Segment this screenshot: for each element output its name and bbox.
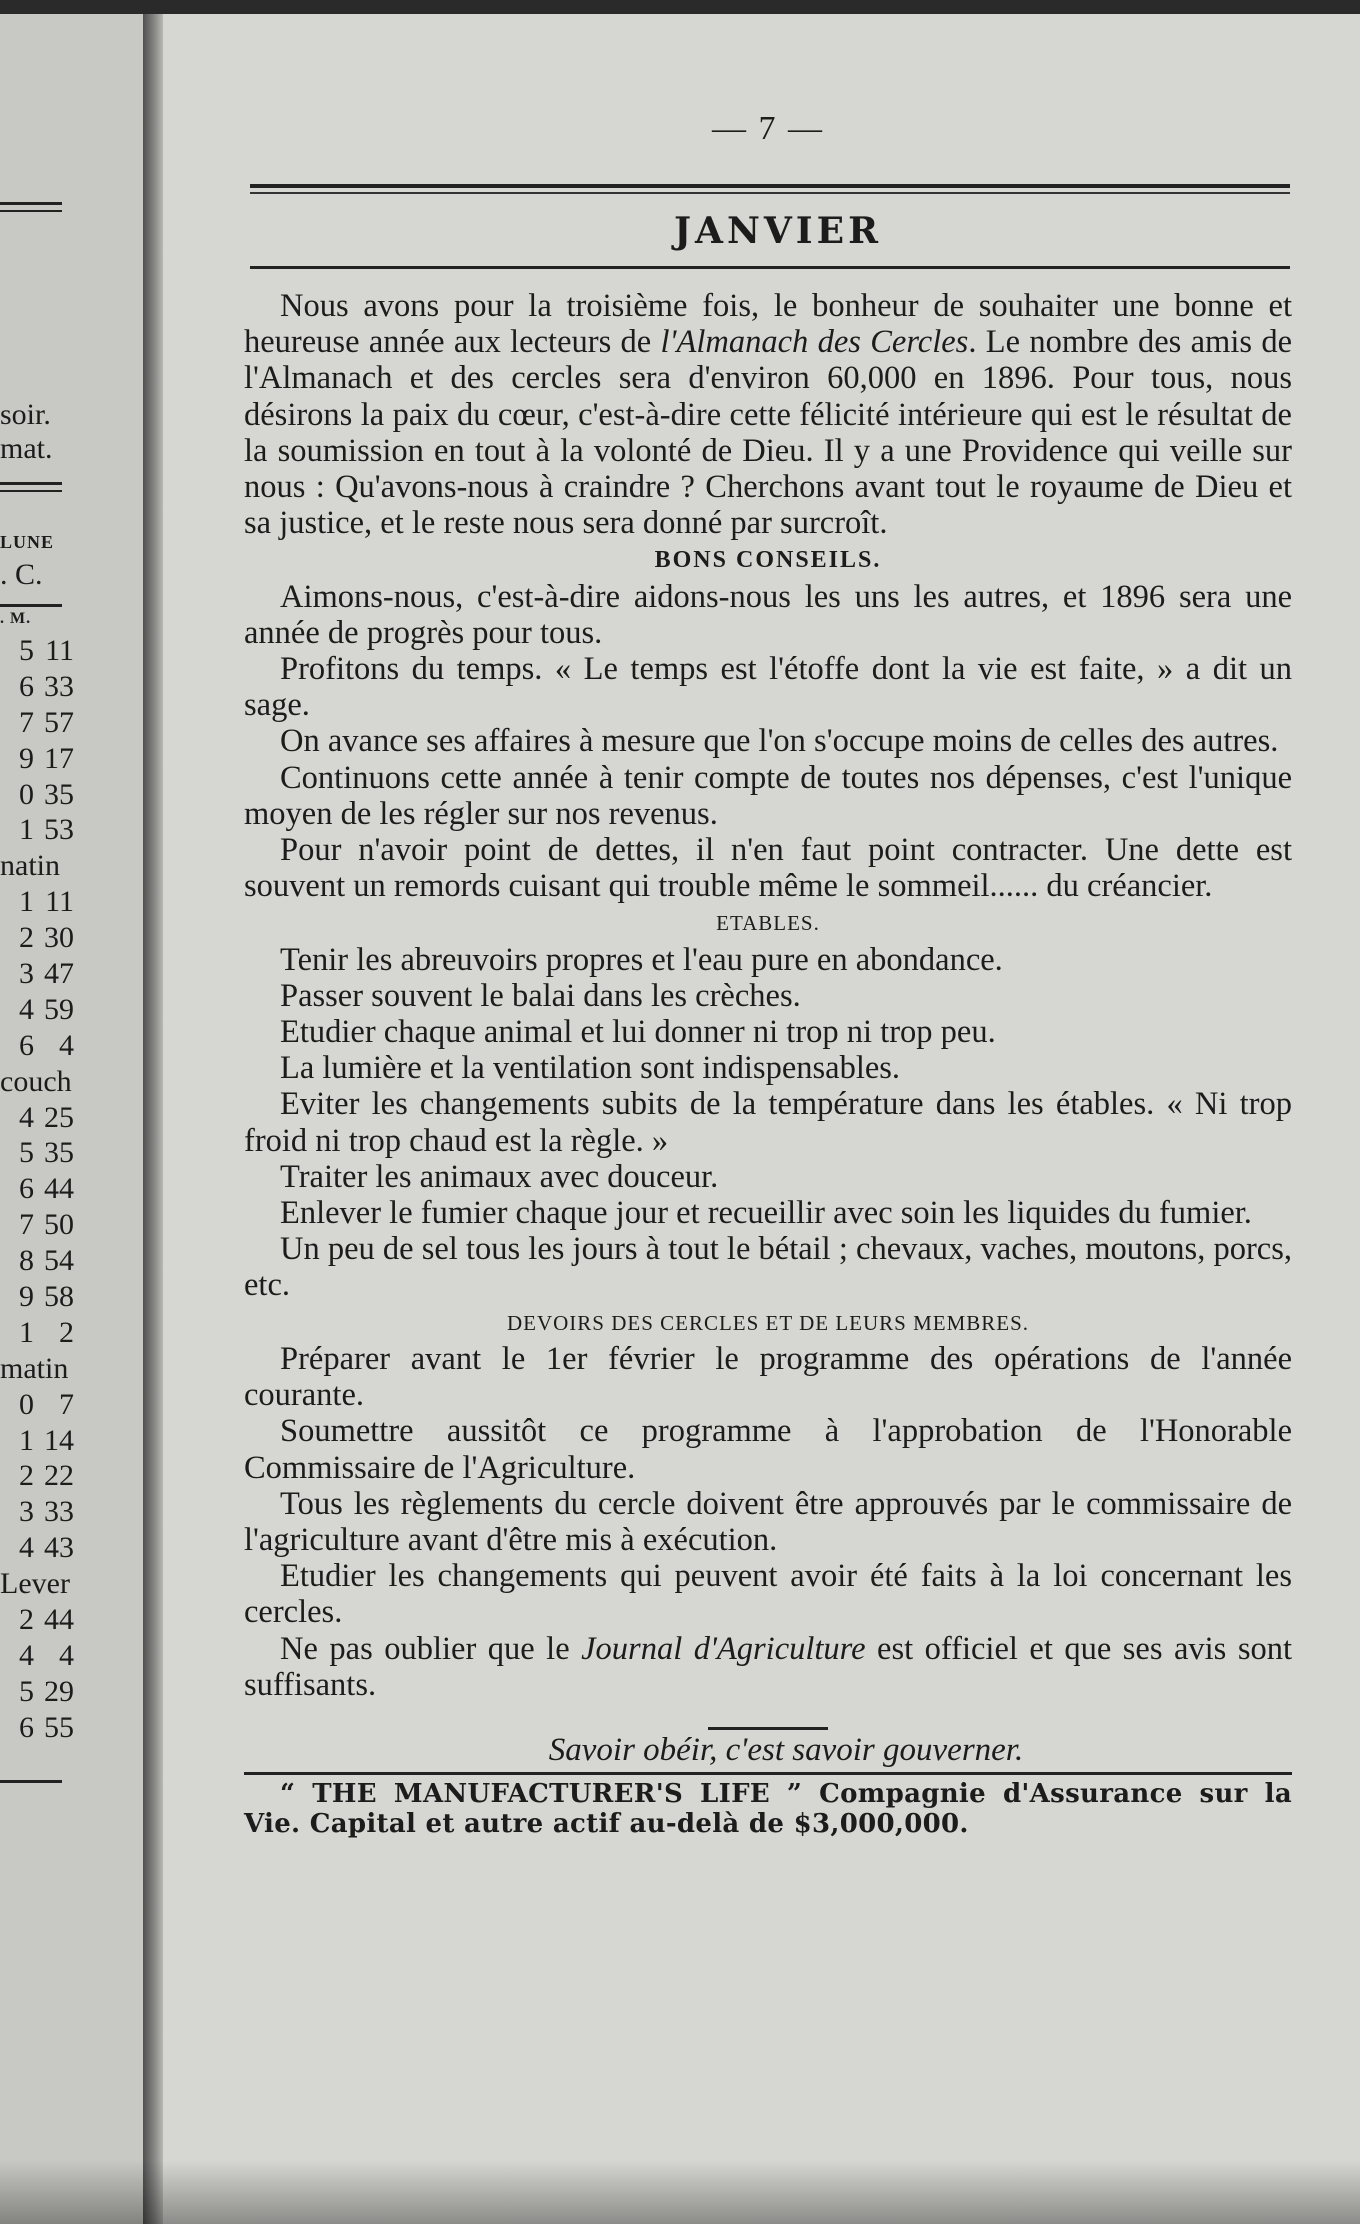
left-page-row xyxy=(0,1423,74,1459)
stable-paragraph: Traiter les animaux avec douceur. xyxy=(280,1158,719,1195)
left-page-minute: 58 xyxy=(44,1280,74,1314)
duty-paragraph: Etudier les changements qui peuvent avoir été faits à la loi concernant les cercles. xyxy=(244,1558,1292,1631)
left-page-row xyxy=(0,1602,74,1638)
left-page-hour: 1 xyxy=(19,885,34,919)
left-page-minute: 44 xyxy=(44,1172,74,1206)
intro-paragraph xyxy=(244,288,1292,541)
left-page-minute: 53 xyxy=(44,813,74,847)
left-page-row xyxy=(0,992,74,1028)
left-page-row xyxy=(0,1171,74,1207)
left-page-hour: 8 xyxy=(19,1244,34,1278)
left-page-hour: 6 xyxy=(19,669,34,703)
left-page-hour: 7 xyxy=(19,1208,34,1242)
left-page-row xyxy=(0,1315,74,1351)
intro-text: Nous avons pour la troisième fois, le bonheur de souhaiter une bonne et heureuse année aux lecteurs de xyxy=(244,288,1292,361)
left-page-row-label: matin xyxy=(0,1351,69,1385)
page-number: — 7 — xyxy=(712,110,824,147)
left-page-minute: 29 xyxy=(44,1674,74,1708)
left-page-rule xyxy=(0,1780,62,1783)
left-page-row xyxy=(0,1458,74,1494)
left-page-row xyxy=(0,1135,74,1171)
stable-paragraph: Eviter les changements subits de la température dans les étables. « Ni trop froid ni trop chaud est la règle. » xyxy=(244,1086,1292,1159)
left-page-rule xyxy=(0,202,62,205)
left-page-hour: 6 xyxy=(19,1028,34,1062)
left-page-minute: 14 xyxy=(44,1423,74,1457)
left-page-minute: 35 xyxy=(44,777,74,811)
advice-paragraph: Continuons cette année à tenir compte de toutes nos dépenses, c'est l'unique moyen de les régler sur nos revenus. xyxy=(244,759,1292,832)
month-title: JANVIER xyxy=(674,210,882,252)
left-page-row xyxy=(0,1387,74,1423)
left-page-row xyxy=(0,1566,74,1602)
motto: Savoir obéir, c'est savoir gouverner. xyxy=(548,1731,1024,1768)
left-page-row-label: couch xyxy=(0,1064,72,1098)
left-page-minute: 47 xyxy=(44,957,74,991)
left-page-hour: 0 xyxy=(19,1387,34,1421)
left-page-minute: 54 xyxy=(44,1244,74,1278)
left-page-minute: 30 xyxy=(44,921,74,955)
stable-paragraph: Tenir les abreuvoirs propres et l'eau pure en abondance. xyxy=(280,941,1003,978)
left-page-row xyxy=(0,705,74,741)
left-page-hour: 3 xyxy=(19,957,34,991)
header-rule xyxy=(250,184,1290,188)
left-page-row xyxy=(0,812,74,848)
left-page-minute: 4 xyxy=(59,1638,74,1672)
left-page-hour: 3 xyxy=(19,1495,34,1529)
left-page-row xyxy=(0,1100,74,1136)
stable-paragraph: Passer souvent le balai dans les crèches. xyxy=(280,977,801,1014)
left-page-hour: 9 xyxy=(19,1280,34,1314)
left-page-header: . C. xyxy=(0,558,43,591)
left-page-header: . M. xyxy=(0,610,32,627)
left-page-minute: 25 xyxy=(44,1100,74,1134)
stable-paragraph: Un peu de sel tous les jours à tout le bétail ; chevaux, vaches, moutons, porcs, etc. xyxy=(244,1231,1292,1304)
closing-rule xyxy=(708,1727,828,1730)
left-page-hour: 4 xyxy=(19,1638,34,1672)
left-page-minute: 11 xyxy=(45,634,74,667)
left-page-minute: 43 xyxy=(44,1531,74,1565)
title-rule xyxy=(250,266,1290,269)
left-page-row xyxy=(0,1494,74,1530)
left-page-rule xyxy=(0,210,62,212)
intro-text: . Le nombre des amis de l'Almanach et des cercles sera d'environ 60,000 en 1896. Pour tous, nous désirons la paix du cœur, c'est-à-dire cette félicité intérieure qui est le résultat de la soumission en tout à la volonté de Dieu. Il y a une Providence qui veille sur nous : Qu'avons-nous à craindre ? Cherchons avant tout le royaume de Dieu et sa justice, et le reste nous sera donné par surcroît. xyxy=(244,324,1292,542)
left-page-hour: 4 xyxy=(19,1531,34,1565)
left-page-row xyxy=(0,1638,74,1674)
duty-text: est officiel et que ses avis sont suffisants. xyxy=(244,1630,1292,1703)
left-page-row xyxy=(0,1351,74,1387)
left-page-hour: 6 xyxy=(19,1172,34,1206)
stable-paragraph: La lumière et la ventilation sont indispensables. xyxy=(280,1050,901,1087)
intro-italic-title: l'Almanach des Cercles xyxy=(660,324,969,361)
left-page-hour: 1 xyxy=(19,813,34,847)
left-page-rule xyxy=(0,490,62,492)
left-page-header: LUNE xyxy=(0,532,55,552)
article-body xyxy=(244,288,1292,1839)
left-page-row xyxy=(0,777,74,813)
left-page-hour: 2 xyxy=(19,1603,34,1637)
duty-paragraph: Soumettre aussitôt ce programme à l'approbation de l'Honorable Commissaire de l'Agriculture. xyxy=(244,1413,1292,1486)
duty-paragraph: Tous les règlements du cercle doivent être approuvés par le commissaire de l'agriculture avant d'être mis à exécution. xyxy=(244,1485,1292,1558)
left-page-fragment xyxy=(0,14,143,2224)
left-page-label: mat. xyxy=(0,432,53,465)
header-rule xyxy=(250,192,1290,194)
left-page-row-label: Lever xyxy=(0,1567,70,1601)
left-page-label: soir. xyxy=(0,398,51,431)
left-page-hour: 6 xyxy=(19,1710,34,1744)
left-page-minute: 57 xyxy=(44,705,74,739)
left-page-times-list xyxy=(0,633,74,1746)
book-gutter xyxy=(143,14,163,2224)
left-page-minute: 22 xyxy=(44,1459,74,1493)
left-page-row xyxy=(0,633,74,669)
left-page-minute: 33 xyxy=(44,1495,74,1529)
left-page-hour: 1 xyxy=(19,1423,34,1457)
left-page-hour: 2 xyxy=(19,921,34,955)
left-page-row-label: natin xyxy=(0,849,60,883)
left-page-minute: 17 xyxy=(44,741,74,775)
journal-title: Journal d'Agriculture xyxy=(581,1630,866,1667)
left-page-hour: 2 xyxy=(19,1459,34,1493)
left-page-row xyxy=(0,956,74,992)
main-page xyxy=(163,14,1360,2224)
left-page-minute: 11 xyxy=(45,885,74,919)
left-page-row xyxy=(0,848,74,884)
left-page-minute: 35 xyxy=(44,1136,74,1170)
left-page-rule xyxy=(0,482,62,485)
stable-paragraph: Etudier chaque animal et lui donner ni trop ni trop peu. xyxy=(280,1014,996,1051)
advice-paragraph: Profitons du temps. « Le temps est l'étoffe dont la vie est faite, » a dit un sage. xyxy=(244,651,1292,724)
section-heading-bons-conseils: BONS CONSEILS. xyxy=(654,547,882,574)
advice-paragraph: Aimons-nous, c'est-à-dire aidons-nous les uns les autres, et 1896 sera une année de progrès pour tous. xyxy=(244,578,1292,651)
section-heading-devoirs: DEVOIRS DES CERCLES ET DE LEURS MEMBRES. xyxy=(506,1310,1030,1335)
ad-rule xyxy=(244,1772,1292,1775)
left-page-hour: 4 xyxy=(19,992,34,1026)
left-page-row xyxy=(0,1243,74,1279)
left-page-hour: 4 xyxy=(19,1100,34,1134)
left-page-minute: 55 xyxy=(44,1710,74,1744)
left-page-minute: 44 xyxy=(44,1603,74,1637)
duty-paragraph: Préparer avant le 1er février le programme des opérations de l'année courante. xyxy=(244,1340,1292,1414)
duty-paragraph-last xyxy=(244,1631,1292,1703)
left-page-hour: 5 xyxy=(19,634,34,667)
stable-paragraph: Enlever le fumier chaque jour et recueillir avec soin les liquides du fumier. xyxy=(280,1195,1252,1232)
left-page-row xyxy=(0,1674,74,1710)
left-page-row xyxy=(0,741,74,777)
section-heading-etables: ETABLES. xyxy=(716,911,820,936)
left-page-minute: 50 xyxy=(44,1208,74,1242)
left-page-minute: 4 xyxy=(59,1028,74,1062)
left-page-row xyxy=(0,1064,74,1100)
left-page-row xyxy=(0,1530,74,1566)
left-page-row xyxy=(0,884,74,920)
left-page-minute: 33 xyxy=(44,669,74,703)
left-page-rule xyxy=(0,604,62,607)
advertisement: “ THE MANUFACTURER'S LIFE ” Compagnie d'Assurance sur la Vie. Capital et autre actif au-delà de $3,000,000. xyxy=(244,1779,1292,1840)
left-page-hour: 9 xyxy=(19,741,34,775)
left-page-row xyxy=(0,920,74,956)
left-page-hour: 5 xyxy=(19,1136,34,1170)
advice-paragraph: On avance ses affaires à mesure que l'on s'occupe moins de celles des autres. xyxy=(280,723,1279,760)
left-page-hour: 1 xyxy=(19,1315,34,1349)
left-page-minute: 59 xyxy=(44,992,74,1026)
left-page-row xyxy=(0,669,74,705)
left-page-row xyxy=(0,1279,74,1315)
left-page-hour: 0 xyxy=(19,777,34,811)
left-page-hour: 7 xyxy=(19,705,34,739)
duty-text: Ne pas oublier que le xyxy=(280,1630,582,1667)
left-page-minute: 7 xyxy=(59,1387,74,1421)
left-page-hour: 5 xyxy=(19,1674,34,1708)
left-page-minute: 2 xyxy=(59,1315,74,1349)
advice-paragraph: Pour n'avoir point de dettes, il n'en faut point contracter. Une dette est souvent un remords cuisant qui trouble même le sommeil...... du créancier. xyxy=(244,832,1292,905)
left-page-row xyxy=(0,1207,74,1243)
left-page-row xyxy=(0,1710,74,1746)
left-page-row xyxy=(0,1028,74,1064)
